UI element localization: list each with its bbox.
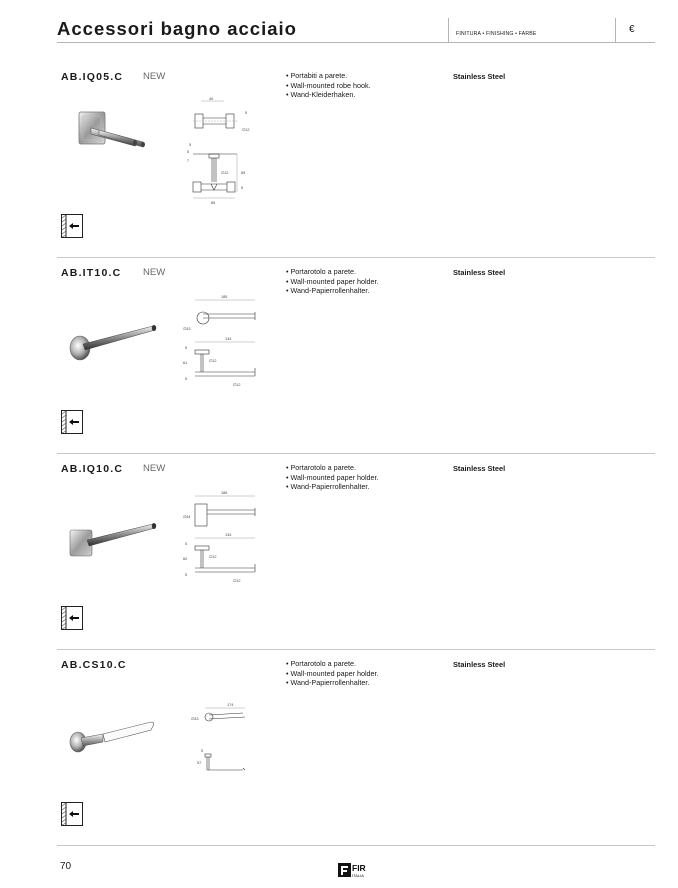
dimension-label: 5 (187, 150, 190, 154)
dimension-label: 5 (185, 542, 188, 546)
product-description (286, 267, 379, 296)
dimension-label: ∅44 (183, 515, 191, 519)
paper-holder-technical-drawing (181, 292, 261, 404)
dimension-label: 85 (211, 201, 216, 205)
dimension-label: ∅43 (183, 327, 191, 331)
product-ab-iq10-c (57, 454, 655, 650)
dimension-label: 5 (201, 749, 204, 753)
wall-mount-icon (61, 410, 83, 434)
dimension-label: 61 (183, 361, 188, 365)
dimension-label: 7 (187, 159, 190, 163)
product-description (286, 463, 379, 492)
dimension-label: ∅12 (221, 171, 229, 175)
product-ab-iq05-c (57, 62, 655, 258)
dimension-label: ∅12 (233, 579, 241, 583)
page-title: Accessori bagno acciaio (57, 18, 297, 39)
paper-holder-technical-drawing (181, 684, 261, 796)
dimension-label: 134 (225, 533, 232, 537)
footer-divider (57, 845, 655, 846)
dimension-label: 185 (221, 295, 228, 299)
dimension-label: 174 (227, 703, 234, 707)
dimension-label: ∅12 (209, 359, 217, 363)
dimension-label: 57 (197, 761, 202, 765)
header-divider (448, 18, 449, 42)
page-number: 70 (60, 861, 72, 872)
description-it: • Portabiti a parete. (286, 71, 371, 81)
dimension-label: ∅12 (233, 383, 241, 387)
description-de: • Wand-Papierrollenhalter. (286, 286, 379, 296)
dimension-label: 40 (209, 97, 214, 101)
description-en: • Wall-mounted paper holder. (286, 277, 379, 287)
wall-mount-icon (61, 802, 83, 826)
dimension-label: 5 (189, 143, 192, 147)
description-it: • Portarotolo a parete. (286, 267, 379, 277)
dimension-label: 65 (241, 171, 246, 175)
new-badge: NEW (143, 463, 166, 474)
robe-hook-technical-drawing (181, 96, 261, 208)
header-divider (615, 18, 616, 42)
robe-hook-photo (71, 110, 151, 170)
wall-mount-icon (61, 214, 83, 238)
paper-holder-technical-drawing (181, 488, 261, 600)
product-code: AB.IQ10.C (61, 463, 124, 475)
price-column-header: € (629, 24, 635, 35)
dimension-label: 5 (185, 573, 188, 577)
dimension-label: ∅12 (242, 128, 250, 132)
description-en: • Wall-mounted paper holder. (286, 669, 379, 679)
fir-italia-logo (338, 862, 374, 879)
description-de: • Wand-Papierrollenhalter. (286, 678, 379, 688)
product-description (286, 659, 379, 688)
description-it: • Portarotolo a parete. (286, 659, 379, 669)
finish-value: Stainless Steel (453, 660, 506, 669)
paper-holder-photo (69, 516, 161, 576)
finish-value: Stainless Steel (453, 464, 506, 473)
new-badge: NEW (143, 71, 166, 82)
dimension-label: ∅12 (209, 555, 217, 559)
new-badge: NEW (143, 267, 166, 278)
product-ab-cs10-c (57, 650, 655, 846)
product-code: AB.CS10.C (61, 659, 127, 671)
product-code: AB.IQ05.C (61, 71, 124, 83)
dimension-label: 186 (221, 491, 228, 495)
paper-holder-photo (69, 712, 161, 772)
product-description (286, 71, 371, 100)
dimension-label: 134 (225, 337, 232, 341)
logo-subtext: ITALIA (352, 873, 364, 878)
product-ab-it10-c (57, 258, 655, 454)
description-de: • Wand-Papierrollenhalter. (286, 482, 379, 492)
description-it: • Portarotolo a parete. (286, 463, 379, 473)
dimension-label: 5 (185, 346, 188, 350)
page-header (57, 14, 655, 43)
description-en: • Wall-mounted robe hook. (286, 81, 371, 91)
dimension-label: 5 (185, 377, 188, 381)
finish-value: Stainless Steel (453, 268, 506, 277)
finish-value: Stainless Steel (453, 72, 506, 81)
description-de: • Wand-Kleiderhaken. (286, 90, 371, 100)
dimension-label: ∅43 (191, 717, 199, 721)
product-code: AB.IT10.C (61, 267, 122, 279)
logo-text: FIR (352, 863, 366, 873)
paper-holder-photo (69, 320, 161, 380)
finish-column-header: FINITURA • FINISHING • FARBE (456, 31, 537, 37)
dimension-label: 5 (245, 111, 248, 115)
dimension-label: 60 (183, 557, 188, 561)
wall-mount-icon (61, 606, 83, 630)
description-en: • Wall-mounted paper holder. (286, 473, 379, 483)
dimension-label: 5 (241, 186, 244, 190)
